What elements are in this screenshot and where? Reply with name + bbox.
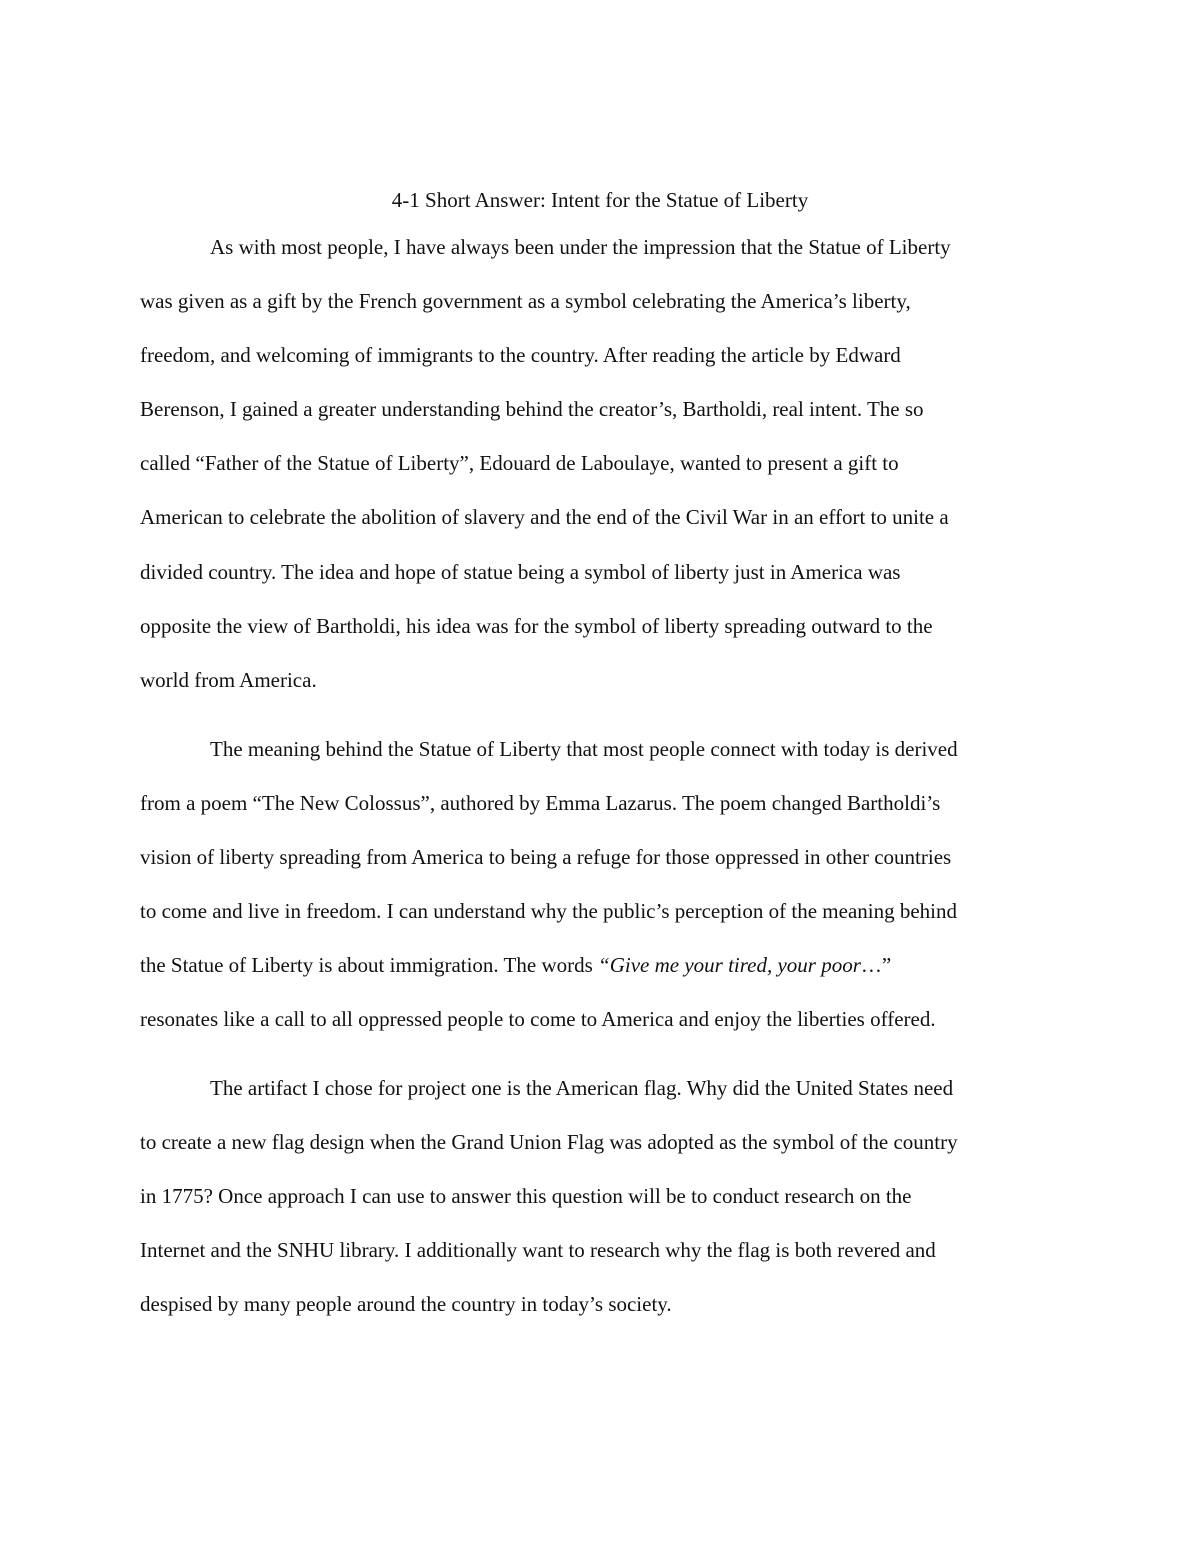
paragraph-1 (140, 233, 1060, 720)
paragraph-line: world from America. (140, 667, 317, 692)
paragraph-line: The meaning behind the Statue of Liberty that most people connect with today is derived (210, 737, 958, 761)
paragraph-line: from a poem “The New Colossus”, authored by Emma Lazarus. The poem changed Bartholdi’s (140, 791, 941, 816)
paragraph-line: freedom, and welcoming of immigrants to the country. After reading the article by Edward (140, 343, 901, 368)
paragraph-line: vision of liberty spreading from America to being a refuge for those oppressed in other countries (140, 845, 952, 870)
poem-quote: “Give me your tired, your poor (598, 953, 861, 978)
paragraph-line: despised by many people around the country in today’s society. (140, 1292, 672, 1317)
paragraph-line: to create a new flag design when the Grand Union Flag was adopted as the symbol of the country (140, 1130, 958, 1155)
paragraph-line: Internet and the SNHU library. I additionally want to research why the flag is both revered and (140, 1238, 936, 1263)
paragraph-line: divided country. The idea and hope of statue being a symbol of liberty just in America was (140, 559, 901, 584)
paragraph-line: was given as a gift by the French government as a symbol celebrating the America’s liberty, (140, 289, 911, 314)
quote-ellipsis: …” (860, 953, 892, 978)
document-title: 4-1 Short Answer: Intent for the Statue of Liberty (391, 188, 809, 212)
paragraph-line-with-quote (140, 951, 1060, 1005)
paragraph-line: The artifact I chose for project one is the American flag. Why did the United States need (210, 1076, 954, 1100)
paragraph-line: American to celebrate the abolition of slavery and the end of the Civil War in an effort to unite a (140, 505, 949, 530)
paragraph-line: called “Father of the Statue of Liberty”, Edouard de Laboulaye, wanted to present a gift to (140, 451, 899, 476)
paragraph-line: resonates like a call to all oppressed people to come to America and enjoy the liberties offered. (140, 1007, 936, 1032)
paragraph-3 (140, 1074, 1060, 1344)
paragraph-line: to come and live in freedom. I can understand why the public’s perception of the meaning behind (140, 899, 958, 924)
paragraph-line: As with most people, I have always been under the impression that the Statue of Liberty (210, 235, 951, 259)
paragraph-line: in 1775? Once approach I can use to answer this question will be to conduct research on the (140, 1184, 912, 1209)
line-text: the Statue of Liberty is about immigration. The words (140, 953, 599, 978)
paragraph-line: opposite the view of Bartholdi, his idea was for the symbol of liberty spreading outward to the (140, 613, 933, 638)
paragraph-line: Berenson, I gained a greater understanding behind the creator’s, Bartholdi, real intent. The so (140, 397, 924, 422)
paragraph-2 (140, 735, 1060, 1060)
